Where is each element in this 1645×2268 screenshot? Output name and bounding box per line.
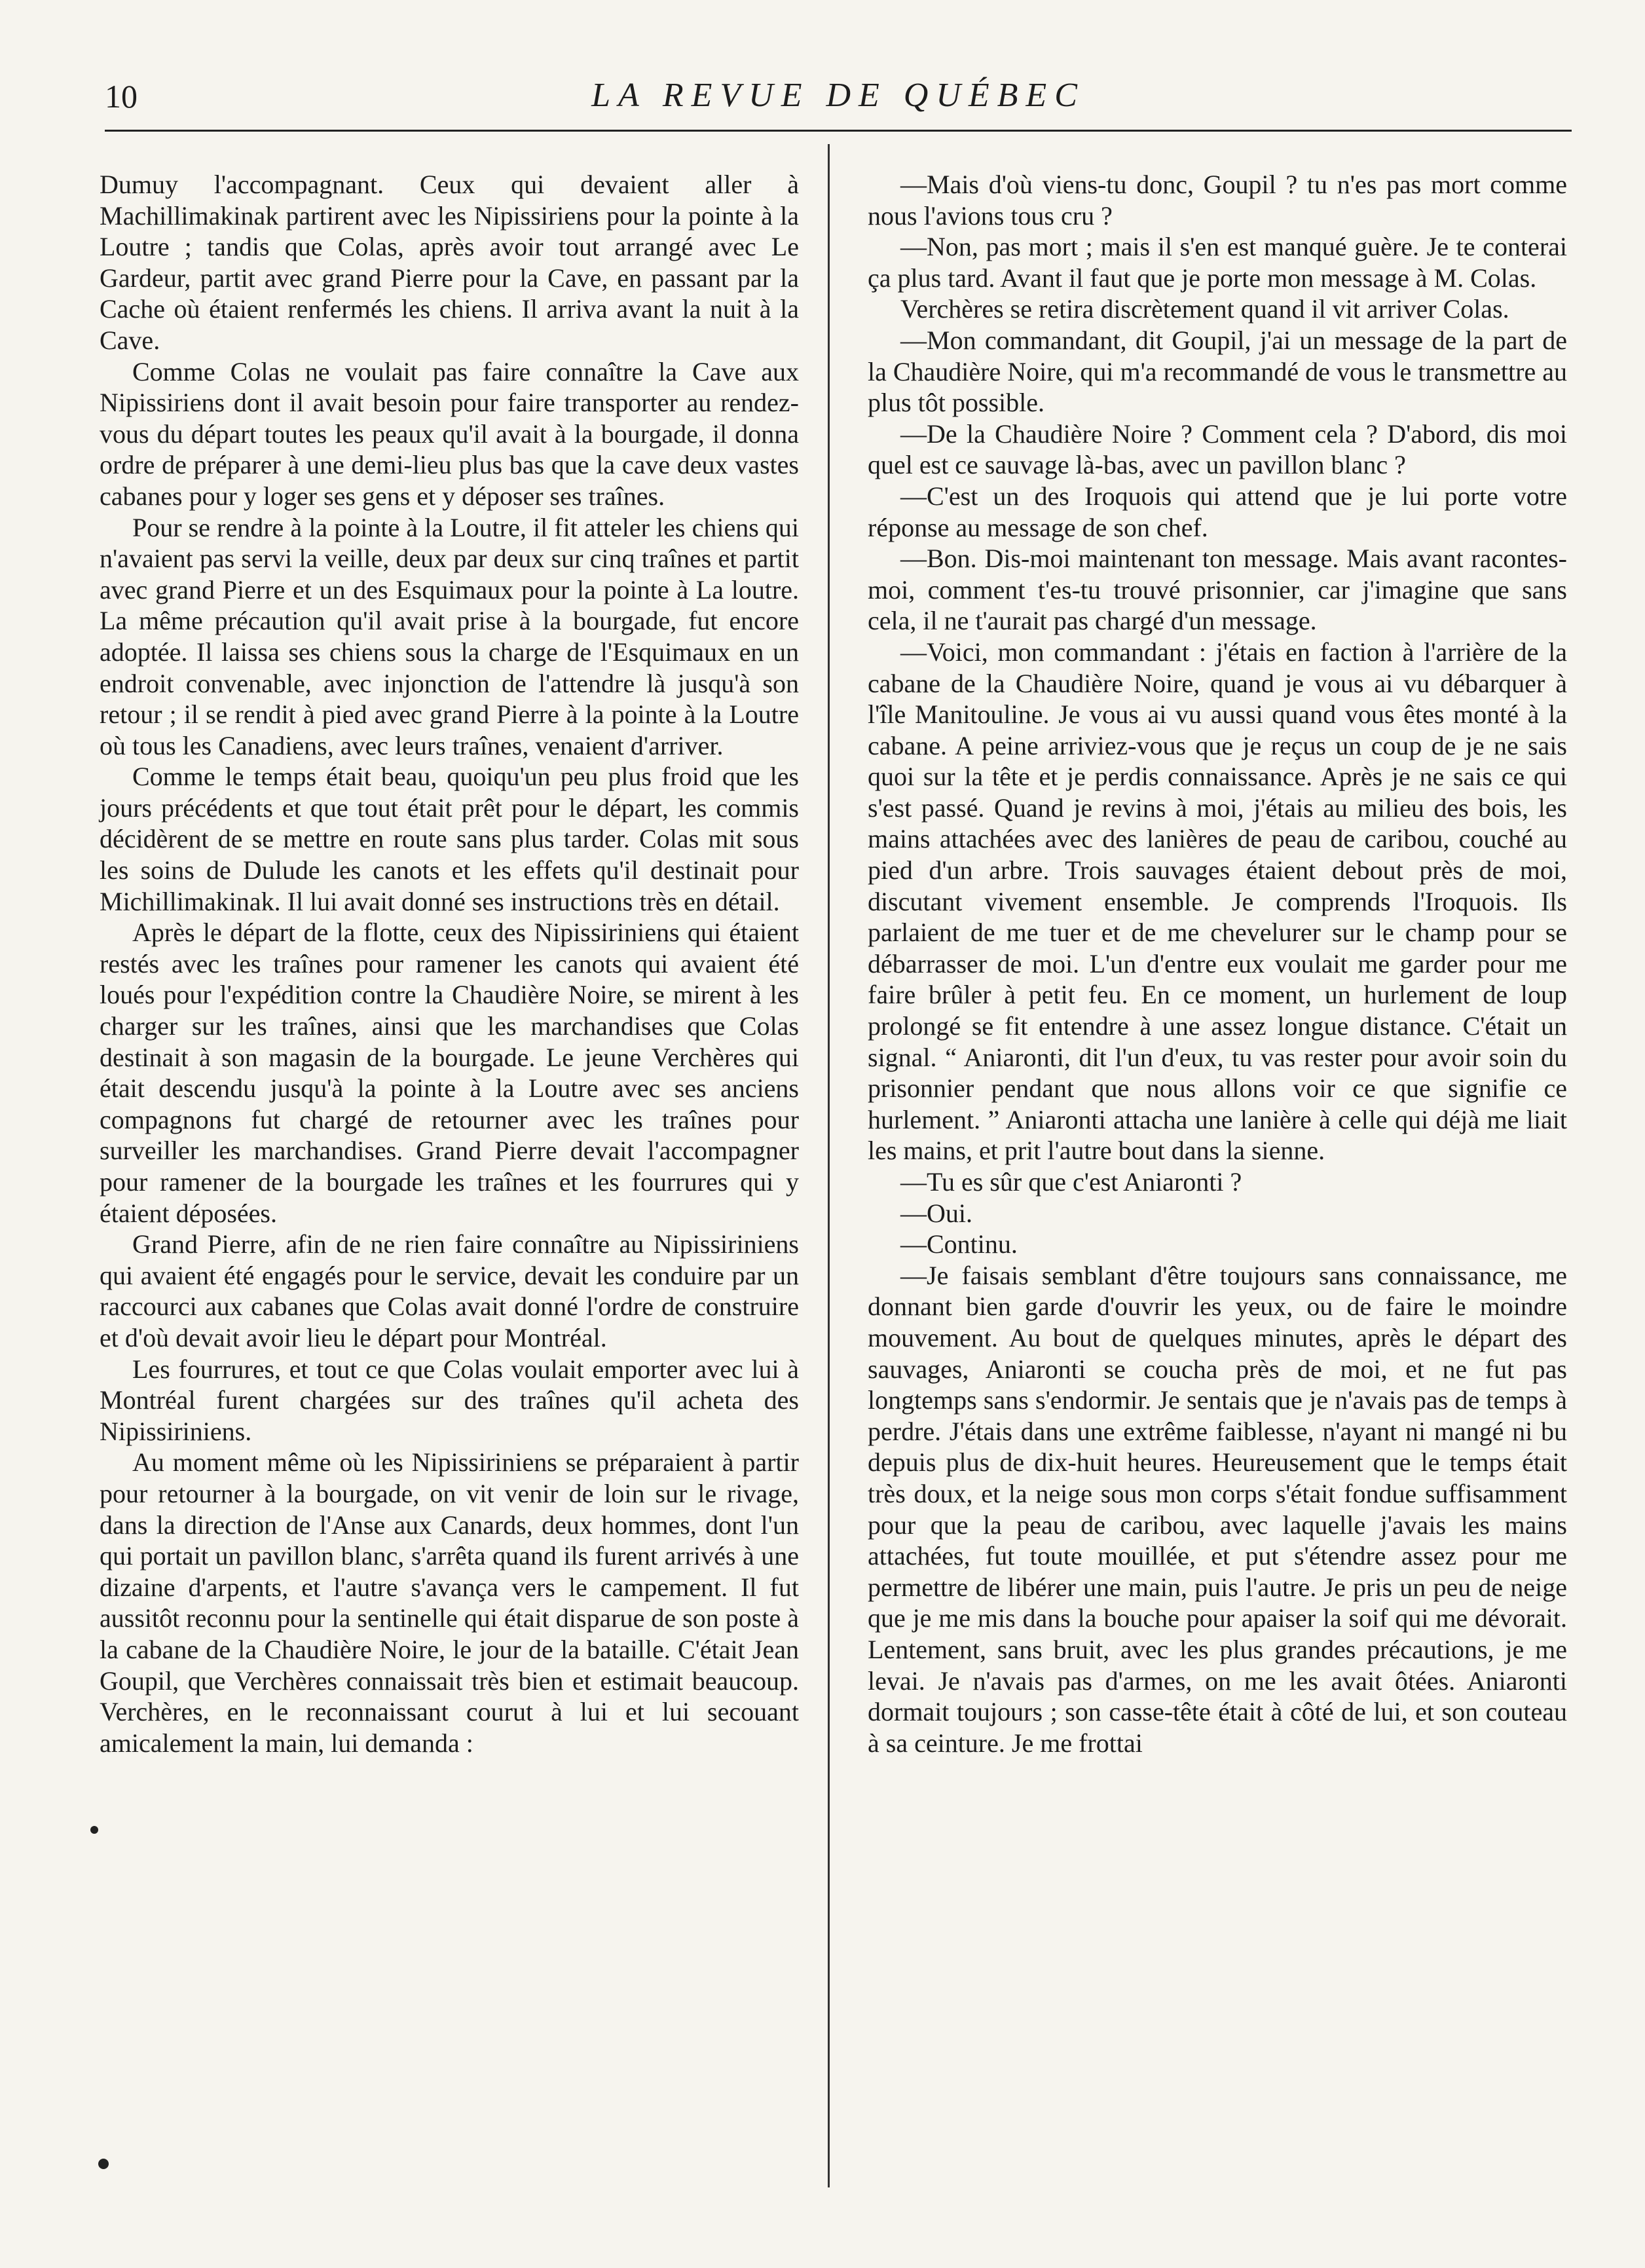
paragraph: Verchères se retira discrètement quand il vit arriver Colas. bbox=[900, 294, 1509, 324]
paragraph: —Voici, mon commandant : j'étais en faction à l'arrière de la cabane de la Chaudière Noire, quand je vous ai vu débarquer à l'île Manitouline. Je vous ai vu aussi quand vous êtes monté à la cabane. A peine arriviez-vous que je reçus un coup de je ne sais quoi sur la tête et je perdis connaissance. Après je ne sais ce qui s'est passé. Quand je revins à moi, j'étais au milieu des bois, les mains attachées avec des lanières de peau de caribou, couché au pied d'un arbre. Trois sauvages étaient debout près de moi, discutant vivement ensemble. Je comprends l'Iroquois. Ils parlaient de me tuer et de me chevelurer sur le champ pour se débarrasser de moi. L'un d'entre eux voulait me garder pour me faire brûler à petit feu. En ce moment, un hurlement de loup prolongé se fit entendre à une assez longue distance. C'était un signal. “ Aniaronti, dit l'un d'eux, tu vas rester pour avoir soin du prisonnier pendant que nous allons voir ce que signifie ce hurlement. ” Aniaronti attacha une lanière à celle qui déjà me liait les mains, et prit l'autre bout dans la sienne. bbox=[868, 637, 1567, 1166]
paragraph: Grand Pierre, afin de ne rien faire connaître au Nipissiriniens qui avaient été engagés pour le service, devait les conduire par un raccourci aux cabanes que Colas avait donné l'ordre de construire et d'où devait avoir lieu le départ pour Montréal. bbox=[100, 1229, 799, 1352]
header-rule bbox=[105, 130, 1572, 132]
paragraph: Après le départ de la flotte, ceux des Nipissiriniens qui étaient restés avec les traînes pour ramener les canots qui avaient été loués pour l'expédition contre la Chaudière Noire, se mirent à les charger sur les traînes, ainsi que les marchandises que Colas destinait à son magasin de la bourgade. Le jeune Verchères qui était descendu jusqu'à la pointe à la Loutre avec ses anciens compagnons fut chargé de retourner avec les traînes pour surveiller les marchandises. Grand Pierre devait l'accompagner pour ramener de la bourgade les traînes et les fourrures qui y étaient déposées. bbox=[100, 918, 799, 1228]
ink-speck bbox=[90, 1826, 98, 1834]
column-divider bbox=[828, 144, 830, 2187]
running-title: LA REVUE DE QUÉBEC bbox=[591, 77, 1085, 114]
paragraph: Dumuy l'accompagnant. Ceux qui devaient aller à Machillimakinak partirent avec les Nipissiriens pour la pointe à la Loutre ; tandis que Colas, après avoir tout arrangé avec Le Gardeur, partit avec grand Pierre pour la Cave, en passant par la Cache où étaient renfermés les chiens. Il arriva avant la nuit à la Cave. bbox=[100, 170, 799, 355]
paragraph: Comme Colas ne voulait pas faire connaître la Cave aux Nipissiriens dont il avait besoin pour faire transporter au rendez-vous du départ toutes les peaux qu'il avait à la bourgade, il donna ordre de préparer à une demi-lieu plus bas que la cave deux vastes cabanes pour y loger ses gens et y déposer ses traînes. bbox=[100, 356, 799, 511]
paragraph: —De la Chaudière Noire ? Comment cela ? D'abord, dis moi quel est ce sauvage là-bas, avec un pavillon blanc ? bbox=[868, 418, 1567, 480]
page-header bbox=[105, 71, 1572, 130]
paragraph: —Non, pas mort ; mais il s'en est manqué guère. Je te conterai ça plus tard. Avant il faut que je porte mon message à M. Colas. bbox=[868, 232, 1567, 293]
paragraph: —Continu. bbox=[900, 1229, 1018, 1259]
paragraph: —Oui. bbox=[900, 1198, 972, 1228]
right-column bbox=[868, 169, 1567, 1758]
paragraph: Comme le temps était beau, quoiqu'un peu plus froid que les jours précédents et que tout était prêt pour le départ, les commis décidèrent de se mettre en route sans plus tarder. Colas mit sous les soins de Dulude les canots et les effets qu'il destinait pour Michillimakinak. Il lui avait donné ses instructions très en détail. bbox=[100, 762, 799, 916]
paragraph: Les fourrures, et tout ce que Colas voulait emporter avec lui à Montréal furent chargées sur des traînes qu'il acheta des Nipissiriniens. bbox=[100, 1354, 799, 1446]
paragraph: —Mais d'où viens-tu donc, Goupil ? tu n'es pas mort comme nous l'avions tous cru ? bbox=[868, 170, 1567, 231]
page-number: 10 bbox=[105, 78, 138, 115]
left-column bbox=[100, 169, 799, 1758]
paragraph: —C'est un des Iroquois qui attend que je lui porte votre réponse au message de son chef. bbox=[868, 481, 1567, 542]
paragraph: —Je faisais semblant d'être toujours sans connaissance, me donnant bien garde d'ouvrir les yeux, ou de faire le moindre mouvement. Au bout de quelques minutes, après le départ des sauvages, Aniaronti se coucha près de moi, et ne fut pas longtemps sans s'endormir. Je sentais que je n'avais pas de temps à perdre. J'étais dans une extrême faiblesse, n'ayant ni mangé ni bu depuis plus de dix-huit heures. Heureusement que le temps était très doux, et la neige sous mon corps s'était fondue suffisamment pour que la peau de caribou, avec laquelle j'avais les mains attachées, fut toute mouillée, et put s'étendre assez pour me permettre de libérer une main, puis l'autre. Je pris un peu de neige que je me mis dans la bouche pour apaiser la soif qui me dévorait. Lentement, sans bruit, avec les plus grandes précautions, je me levai. Je n'avais pas d'armes, on me les avait ôtées. Aniaronti dormait toujours ; son casse-tête était à côté de lui, et son couteau à sa ceinture. Je me frottai bbox=[868, 1260, 1567, 1758]
paragraph: Pour se rendre à la pointe à la Loutre, il fit atteler les chiens qui n'avaient pas servi la veille, deux par deux sur cinq traînes et partit avec grand Pierre et un des Esquimaux pour la pointe à La loutre. La même précaution qu'il avait prise à la bourgade, fut encore adoptée. Il laissa ses chiens sous la charge de l'Esquimaux en un endroit convenable, avec injonction de l'attendre là jusqu'à son retour ; il se rendit à pied avec grand Pierre à la pointe à la Loutre où tous les Canadiens, avec leurs traînes, venaient d'arriver. bbox=[100, 512, 799, 760]
ink-speck bbox=[98, 2159, 109, 2169]
paragraph: —Mon commandant, dit Goupil, j'ai un message de la part de la Chaudière Noire, qui m'a recommandé de vous le transmettre au plus tôt possible. bbox=[868, 325, 1567, 418]
paragraph: —Tu es sûr que c'est Aniaronti ? bbox=[900, 1167, 1242, 1197]
paragraph: —Bon. Dis-moi maintenant ton message. Mais avant racontes-moi, comment t'es-tu trouvé prisonnier, car j'imagine que sans cela, il ne t'aurait pas chargé d'un message. bbox=[868, 544, 1567, 636]
paragraph: Au moment même où les Nipissiriniens se préparaient à partir pour retourner à la bourgade, on vit venir de loin sur le rivage, dans la direction de l'Anse aux Canards, deux hommes, dont l'un qui portait un pavillon blanc, s'arrêta quand ils furent arrivés à une dizaine d'arpents, et l'autre s'avança vers le campement. Il fut aussitôt reconnu pour la sentinelle qui était disparue de son poste à la cabane de la Chaudière Noire, le jour de la bataille. C'était Jean Goupil, que Verchères connaissait très bien et estimait beaucoup. Verchères, en le reconnaissant courut à lui et lui secouant amicalement la main, lui demanda : bbox=[100, 1447, 799, 1758]
